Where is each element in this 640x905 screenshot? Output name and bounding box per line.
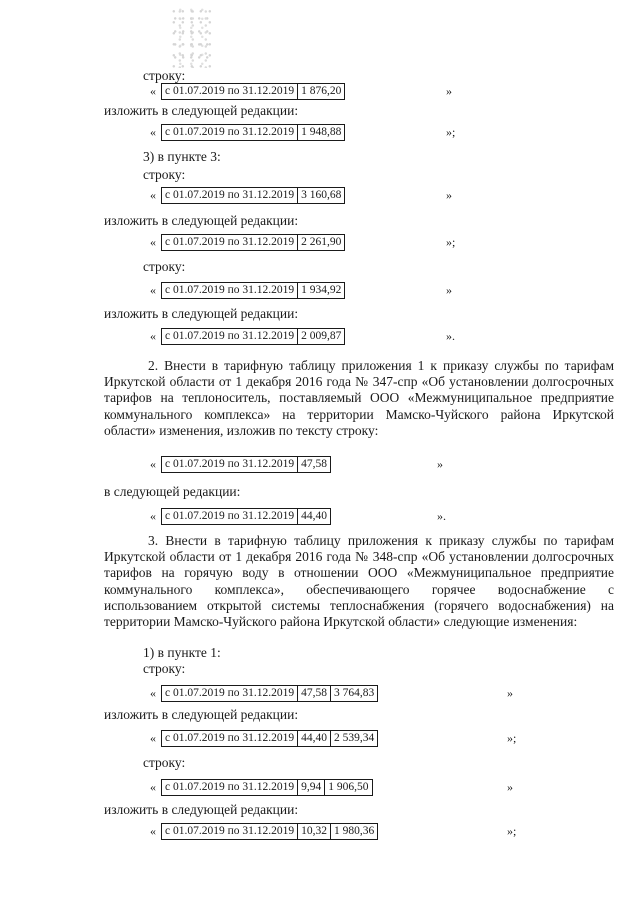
open-quote: « <box>150 329 156 343</box>
period-cell: с 01.07.2019 по 31.12.2019 <box>162 686 298 702</box>
period-cell: с 01.07.2019 по 31.12.2019 <box>162 283 298 299</box>
value-cell: 47,58 <box>298 686 331 702</box>
open-quote: « <box>150 780 156 794</box>
tariff-table <box>161 779 373 796</box>
value-cell: 1 906,50 <box>325 780 372 796</box>
text-line: строку: <box>143 755 186 770</box>
close-quote: » <box>446 84 452 98</box>
close-quote: »; <box>507 731 517 745</box>
value-cell: 2 261,90 <box>298 235 345 251</box>
open-quote: « <box>150 824 156 838</box>
value-cell: 3 764,83 <box>331 686 378 702</box>
value-cell: 9,94 <box>298 780 325 796</box>
value-cell: 44,40 <box>298 731 331 747</box>
tariff-table <box>161 508 331 525</box>
open-quote: « <box>150 84 156 98</box>
value-cell: 3 160,68 <box>298 188 345 204</box>
value-cell: 2 539,34 <box>331 731 378 747</box>
open-quote: « <box>150 509 156 523</box>
close-quote: »; <box>507 824 517 838</box>
tariff-table <box>161 234 345 251</box>
period-cell: с 01.07.2019 по 31.12.2019 <box>162 509 298 525</box>
text-line: строку: <box>143 167 186 182</box>
tariff-table <box>161 685 378 702</box>
period-cell: с 01.07.2019 по 31.12.2019 <box>162 824 298 840</box>
text-line: 3) в пункте 3: <box>143 149 221 164</box>
text-line: изложить в следующей редакции: <box>104 213 299 228</box>
paragraph-3 <box>104 533 614 630</box>
paragraph-2 <box>104 358 614 439</box>
close-quote: » <box>507 686 513 700</box>
text-line: изложить в следующей редакции: <box>104 103 299 118</box>
close-quote: » <box>446 188 452 202</box>
scan-noise <box>172 8 212 68</box>
text-line: изложить в следующей редакции: <box>104 802 299 817</box>
period-cell: с 01.07.2019 по 31.12.2019 <box>162 329 298 345</box>
open-quote: « <box>150 731 156 745</box>
value-cell: 1 948,88 <box>298 125 345 141</box>
open-quote: « <box>150 457 156 471</box>
tariff-table <box>161 83 345 100</box>
text-line: 1) в пункте 1: <box>143 645 221 660</box>
close-quote: »; <box>446 235 456 249</box>
tariff-table <box>161 328 345 345</box>
period-cell: с 01.07.2019 по 31.12.2019 <box>162 731 298 747</box>
period-cell: с 01.07.2019 по 31.12.2019 <box>162 188 298 204</box>
tariff-table <box>161 823 378 840</box>
tariff-table <box>161 282 345 299</box>
text-line: строку: <box>143 68 186 83</box>
open-quote: « <box>150 188 156 202</box>
value-cell: 2 009,87 <box>298 329 345 345</box>
text-line: в следующей редакции: <box>104 484 241 499</box>
tariff-table <box>161 456 331 473</box>
period-cell: с 01.07.2019 по 31.12.2019 <box>162 125 298 141</box>
value-cell: 10,32 <box>298 824 331 840</box>
period-cell: с 01.07.2019 по 31.12.2019 <box>162 235 298 251</box>
paragraph-text: 2. Внести в тарифную таблицу приложения 1 к приказу службы по тарифам Иркутской области от 1 декабря 2016 года № 347-спр «Об установлении долгосрочных тарифов на теплоноситель, поставляемый ООО «Межмуниципальное предприятие коммунального комплекса» на территории Мамско-Чуйского района Иркутской области» изменения, изложив по тексту строку: <box>104 358 614 438</box>
value-cell: 47,58 <box>298 457 331 473</box>
value-cell: 1 934,92 <box>298 283 345 299</box>
value-cell: 1 876,20 <box>298 84 345 100</box>
close-quote: » <box>437 457 443 471</box>
text-line: строку: <box>143 259 186 274</box>
period-cell: с 01.07.2019 по 31.12.2019 <box>162 457 298 473</box>
value-cell: 1 980,36 <box>331 824 378 840</box>
tariff-table <box>161 124 345 141</box>
text-line: изложить в следующей редакции: <box>104 306 299 321</box>
open-quote: « <box>150 686 156 700</box>
close-quote: ». <box>446 329 455 343</box>
text-line: строку: <box>143 661 186 676</box>
close-quote: » <box>507 780 513 794</box>
value-cell: 44,40 <box>298 509 331 525</box>
close-quote: ». <box>437 509 446 523</box>
open-quote: « <box>150 125 156 139</box>
tariff-table <box>161 187 345 204</box>
close-quote: »; <box>446 125 456 139</box>
period-cell: с 01.07.2019 по 31.12.2019 <box>162 84 298 100</box>
text-line: изложить в следующей редакции: <box>104 707 299 722</box>
period-cell: с 01.07.2019 по 31.12.2019 <box>162 780 298 796</box>
open-quote: « <box>150 283 156 297</box>
close-quote: » <box>446 283 452 297</box>
open-quote: « <box>150 235 156 249</box>
paragraph-text: 3. Внести в тарифную таблицу приложения к приказу службы по тарифам Иркутской области от 1 декабря 2016 года № 348-спр «Об установлении долгосрочных тарифов на горячую воду в отношении ООО «Межмуниципальное предприятие коммунального комплекса», обеспечивающего горячее водоснабжение с использованием открытой системы теплоснабжения (горячего водоснабжения) на территории Мамско-Чуйского района Иркутской области» следующие изменения: <box>104 533 614 630</box>
tariff-table <box>161 730 378 747</box>
